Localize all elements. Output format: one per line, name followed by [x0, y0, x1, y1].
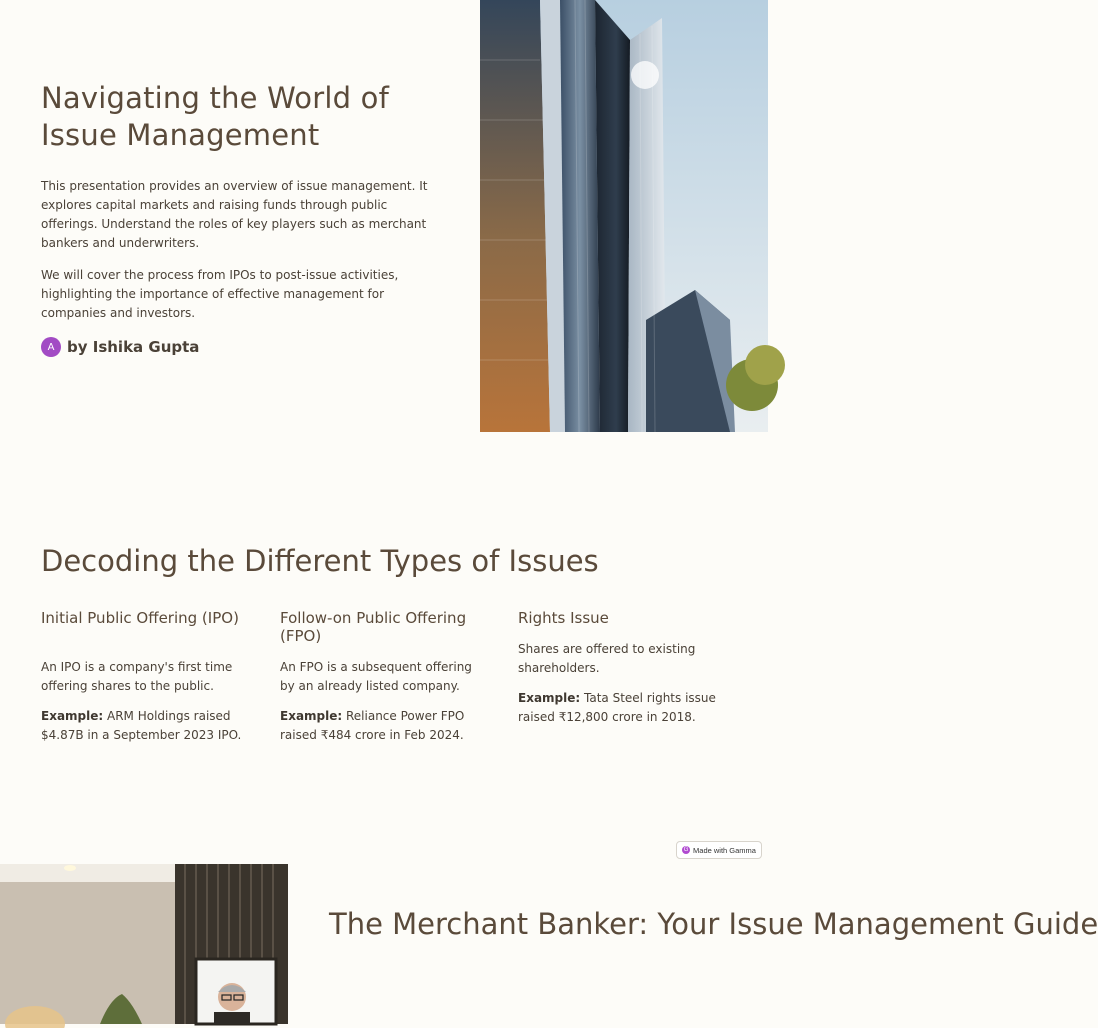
- intro-paragraph-2: We will cover the process from IPOs to post-issue activities, highlighting the importance of effective management for companies and investors.: [41, 268, 399, 320]
- issue-type-example: Example: Reliance Power FPO raised ₹484 crore in Feb 2024.: [280, 709, 465, 742]
- issue-type-rights: [518, 609, 723, 727]
- avatar: A: [41, 337, 61, 357]
- intro-paragraph-1: This presentation provides an overview of issue management. It explores capital markets and raising funds through public offerings. Understand the roles of key players such as merchant bankers and underwriters.: [41, 179, 428, 250]
- author-name: by Ishika Gupta: [67, 338, 200, 356]
- issue-type-ipo: [41, 609, 251, 745]
- issue-type-heading: Rights Issue: [518, 609, 609, 627]
- slide-issue-types: [0, 432, 768, 864]
- issue-type-example: Example: ARM Holdings raised $4.87B in a September 2023 IPO.: [41, 709, 242, 742]
- intro-text: [41, 80, 441, 357]
- slide-merchant-banker: [0, 864, 1098, 1024]
- issue-type-description: Shares are offered to existing shareholders.: [518, 642, 696, 675]
- issue-type-description: An IPO is a company's first time offering shares to the public.: [41, 660, 233, 693]
- issue-type-heading: Follow-on Public Offering (FPO): [280, 609, 467, 645]
- issue-type-heading: Initial Public Offering (IPO): [41, 609, 239, 627]
- office-image: [0, 864, 288, 1024]
- merchant-banker-title: The Merchant Banker: Your Issue Management Guide: [329, 907, 1098, 941]
- issue-type-fpo: [280, 609, 490, 745]
- made-with-gamma-badge[interactable]: [676, 841, 762, 859]
- intro-title: Navigating the World of Issue Management: [41, 81, 389, 152]
- gamma-logo-icon: G: [683, 847, 689, 853]
- author-line: [41, 337, 441, 357]
- issue-type-example: Example: Tata Steel rights issue raised ₹12,800 crore in 2018.: [518, 691, 716, 724]
- issue-type-description: An FPO is a subsequent offering by an already listed company.: [280, 660, 472, 693]
- issue-types-title: Decoding the Different Types of Issues: [41, 544, 599, 578]
- slide-intro: [0, 0, 768, 432]
- building-image: [480, 0, 768, 432]
- badge-label: Made with Gamma: [693, 845, 756, 855]
